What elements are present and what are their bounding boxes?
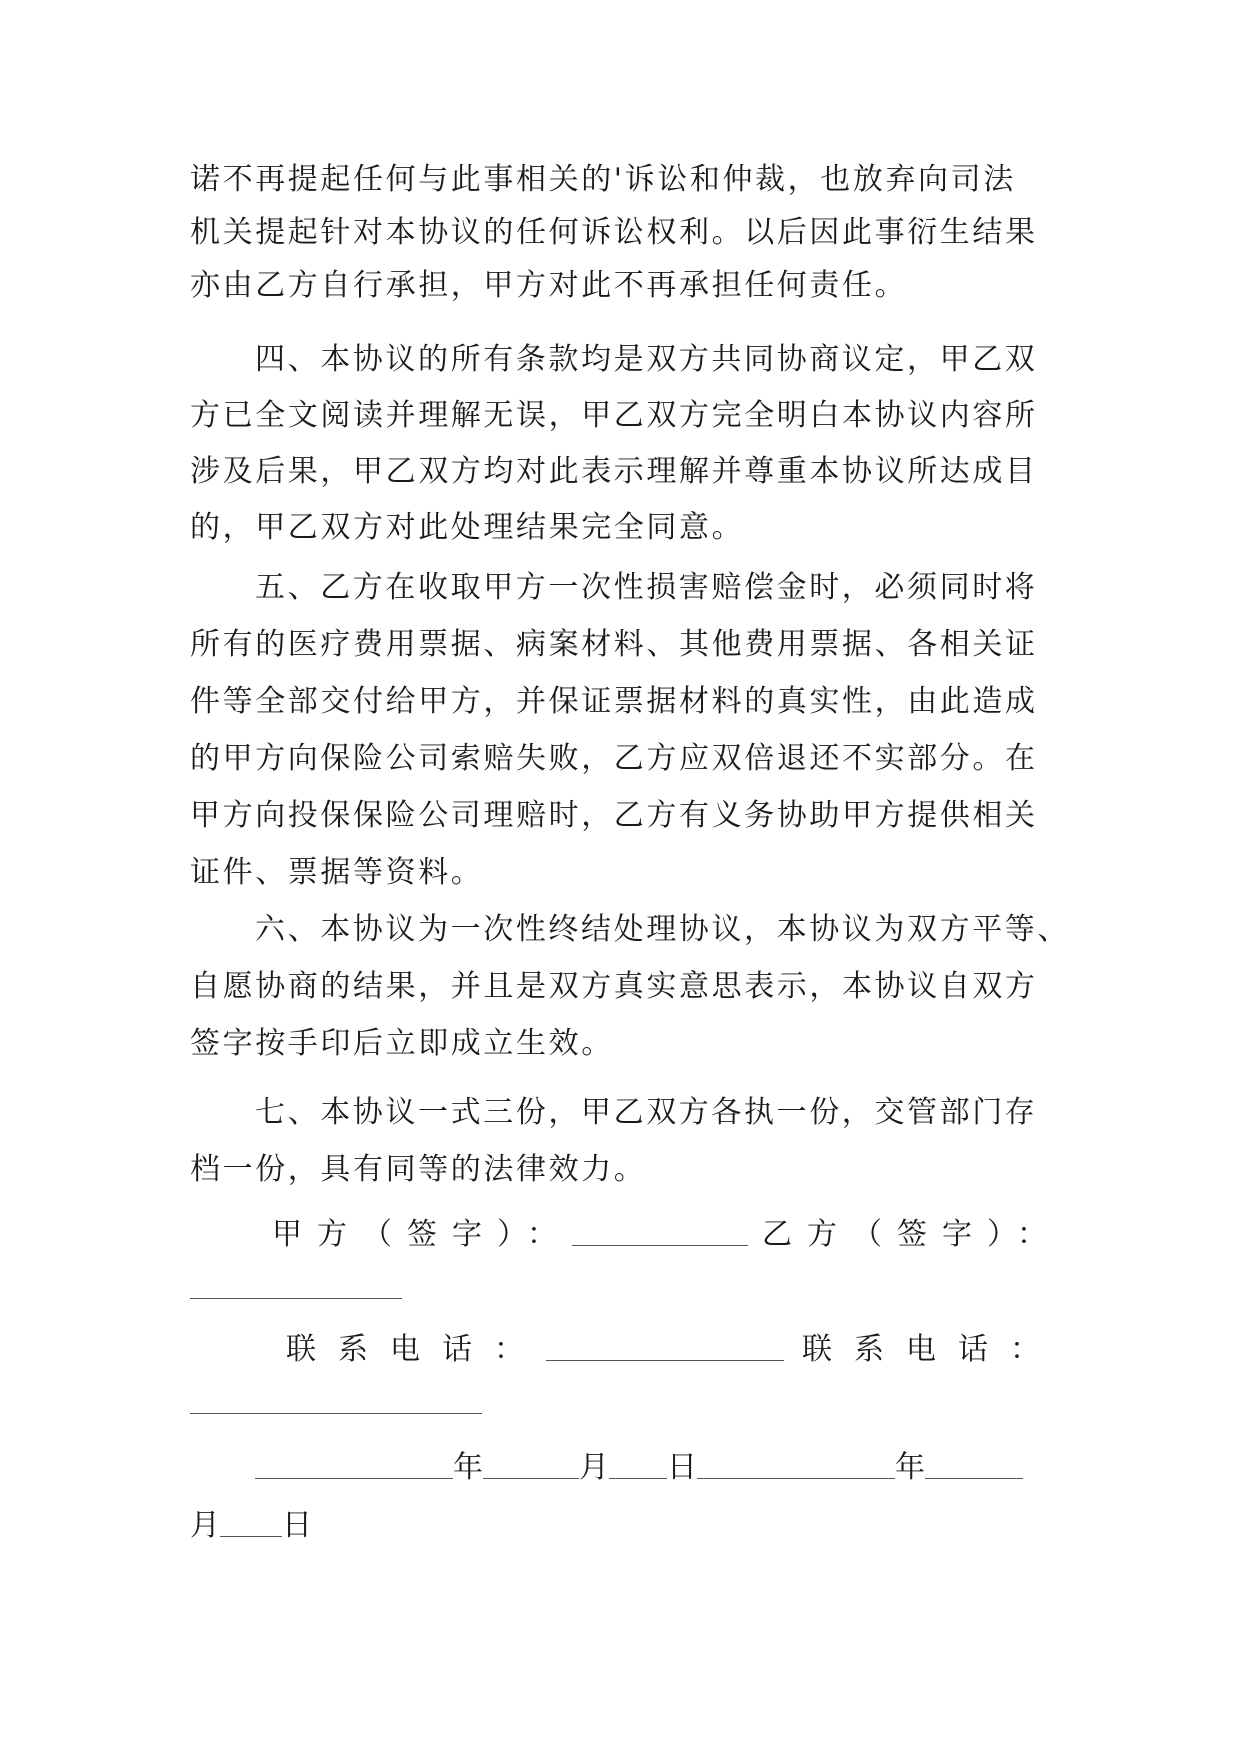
- text-line: 甲方向投保保险公司理赔时，乙方有义务协助甲方提供相关: [190, 798, 1038, 833]
- clause-5-line: 五、乙方在收取甲方一次性损害赔偿金时，必须同时将: [255, 570, 1038, 605]
- text-line: 亦由乙方自行承担，甲方对此不再承担任何责任。: [190, 268, 908, 303]
- phone-row: [286, 1330, 1062, 1370]
- text-line: 的甲方向保险公司索赔失败，乙方应双倍退还不实部分。在: [190, 741, 1038, 776]
- party-a-phone-label: 联系电话：: [286, 1332, 546, 1367]
- date-row: [255, 1448, 1055, 1488]
- party-b-phone-label: 联系电话：: [802, 1332, 1062, 1367]
- text-line: 件等全部交付给甲方，并保证票据材料的真实性，由此造成: [190, 684, 1038, 719]
- party-b-sign-label: 乙方（签字）：: [762, 1217, 1062, 1252]
- text-line: 证件、票据等资料。: [190, 855, 484, 890]
- text-line: 自愿协商的结果，并且是双方真实意思表示，本协议自双方: [190, 969, 1038, 1004]
- text-line: 诺不再提起任何与此事相关的'诉讼和仲裁，也放弃向司法: [190, 162, 1016, 197]
- party-b-sign-blank: [190, 1298, 402, 1299]
- text-line: 方已全文阅读并理解无误，甲乙双方完全明白本协议内容所: [190, 398, 1038, 433]
- clause-7-line: 七、本协议一式三份，甲乙双方各执一份，交管部门存: [255, 1095, 1038, 1130]
- year-label: 年: [453, 1450, 483, 1485]
- text-line: 档一份，具有同等的法律效力。: [190, 1152, 647, 1187]
- clause-4-line: 四、本协议的所有条款均是双方共同协商议定，甲乙双: [255, 342, 1038, 377]
- month-label: 月: [579, 1450, 609, 1485]
- text-line: 机关提起针对本协议的任何诉讼权利。以后因此事衍生结果: [190, 215, 1038, 250]
- party-a-phone-blank: [546, 1354, 784, 1361]
- text-line: 涉及后果，甲乙双方均对此表示理解并尊重本协议所达成目: [190, 454, 1038, 489]
- text-line: 签字按手印后立即成立生效。: [190, 1026, 614, 1061]
- party-b-phone-blank: [190, 1413, 482, 1414]
- day-label: 日: [282, 1508, 312, 1543]
- text-line: 所有的医疗费用票据、病案材料、其他费用票据、各相关证: [190, 627, 1038, 662]
- party-a-sign-label: 甲方（签字）：: [272, 1217, 572, 1252]
- party-a-sign-blank: [572, 1239, 748, 1246]
- text-line: 的，甲乙双方对此处理结果完全同意。: [190, 510, 745, 545]
- year-label: 年: [895, 1450, 925, 1485]
- clause-6-line: 六、本协议为一次性终结处理协议，本协议为双方平等、: [255, 912, 1070, 947]
- date-row-continued: [190, 1506, 490, 1546]
- signature-row: [272, 1215, 1062, 1255]
- month-label: 月: [190, 1508, 220, 1543]
- day-label: 日: [667, 1450, 697, 1485]
